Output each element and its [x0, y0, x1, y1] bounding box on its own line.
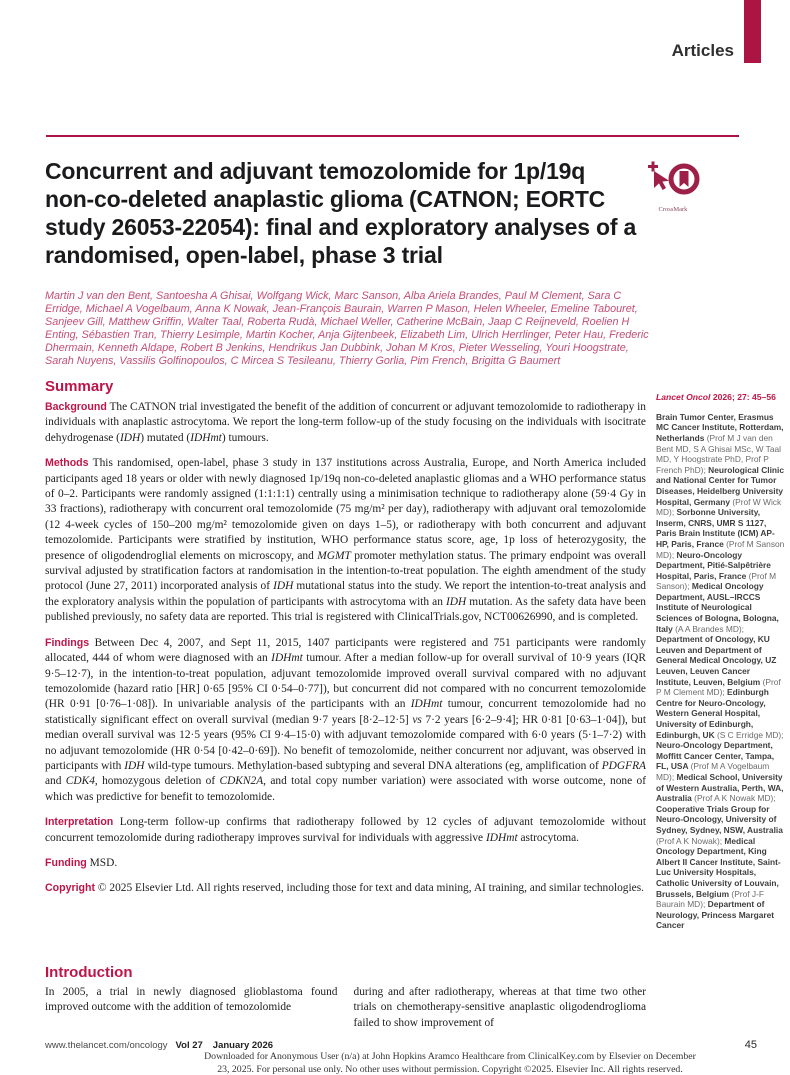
introduction-column-1: In 2005, a trial in newly diagnosed glioblastoma found improved outcome with the addition of temozolomide [45, 986, 338, 1014]
affiliations-text: Brain Tumor Center, Erasmus MC Cancer Institute, Rotterdam, Netherlands (Prof M J van den Bent MD, S A Ghisai MSc, W Taal MD, Y Hoogstrate PhD, Prof P French PhD); Neurological Clinic and National Center for Tumor Diseases, Heidelberg University Hospital, Germany (Prof W Wick MD); Sorbonne University, Inserm, CNRS, UMR S 1127, Paris Brain Institute (ICM) AP-HP, Paris, France (Prof M Sanson MD); Neuro-Oncology Department, Pitié-Salpêtrière Hospital, Paris, France (Prof M Sanson); Medical Oncology Department, AUSL–IRCCS Institute of Neurological Sciences of Bologna, Bologna, Italy (A A Brandes MD); Department of Oncology, KU Leuven and Department of General Medical Oncology, UZ Leuven, Leuven Cancer Institute, Leuven, Belgium (Prof P M Clement MD); Edinburgh Centre for Neuro-Oncology, Western General Hospital, University of Edinburgh, Edinburgh, UK (S C Erridge MD); Neuro-Oncology Department, Moffitt Cancer Center, Tampa, FL, USA (Prof M A Vogelbaum MD); Medical School, University of Western Australia, Perth, WA, Australia (Prof A K Nowak MD); Cooperative Trials Group for Neuro-Oncology, University of Sydney, Sydney, NSW, Australia (Prof A K Nowak); Medical Oncology Department, King Albert II Cancer Institute, Saint-Luc University Hospitals, Catholic University of Louvain, Brussels, Belgium (Prof J-F Baurain MD); Department of Neurology, Princess Margaret Cancer [656, 411, 785, 931]
summary-paragraph-copyright [45, 881, 646, 896]
copyright-label: Copyright [45, 882, 96, 895]
summary-paragraph-background [45, 400, 646, 446]
crossmark-label: CrossMark [658, 206, 688, 213]
journal-url[interactable]: www.thelancet.com/oncology [45, 1040, 168, 1051]
methods-label: Methods [45, 457, 89, 470]
introduction-column-2: during and after radiotherapy, whereas at that time two other trials on chemotherapy-sensitive anaplastic oligodendroglioma failed to show improvement of [353, 986, 646, 1029]
section-kicker: Articles [671, 41, 734, 60]
page-number: 45 [744, 1039, 757, 1051]
copyright-text: © 2025 Elsevier Ltd. All rights reserved, including those for text and data mining, AI training, and similar technologies. [97, 882, 645, 895]
funding-label: Funding [45, 856, 87, 869]
introduction-columns [45, 985, 646, 1031]
download-disclaimer-line-1: Downloaded for Anonymous User (n/a) at John Hopkins Aramco Healthcare from ClinicalKey.com by Elsevier on December [204, 1051, 696, 1062]
summary-section [45, 378, 646, 907]
background-label: Background [45, 401, 107, 413]
author-list: Martin J van den Bent, Santoesha A Ghisai, Wolfgang Wick, Marc Sanson, Alba Ariela Brandes, Paul M Clement, Sara C Erridge, Michael A Vogelbaum, Anna K Nowak, Jean-François Baurain, Warren P Mason, Helen Wheeler, Emeline Tabouret, Sanjeev Gill, Matthew Griffin, Walter Taal, Roberta Rudà, Michael Weller, Catherine McBain, Jaap C Reijneveld, Roelien H Enting, Sébastien Tran, Thierry Lesimple, Martin Kocher, Anja Gijtenbeek, Elizabeth Lim, Ulrich Herrlinger, Peter Hau, Frederic Dhermain, Kenneth Aldape, Robert B Jenkins, Hendrikus Jan Dubbink, Johan M Kros, Pieter Wesseling, Youri Hoogstrate, Sarah Nuyens, Vassilis Golfinopoulos, C Mircea S Tesileanu, Thierry Gorlia, Pim French, Brigitta G Baumert [45, 290, 649, 367]
footer-journal-line [45, 1040, 273, 1051]
download-disclaimer-line-2: 23, 2025. For personal use only. No other uses without permission. Copyright ©2025. Elsevier Inc. All rights reserved. [217, 1064, 683, 1075]
journal-citation: Lancet Oncol 2026; 27: 45–56 [656, 392, 776, 402]
issue-date: January 2026 [212, 1040, 274, 1051]
summary-paragraph-funding [45, 856, 646, 871]
crossmark-icon [645, 187, 701, 204]
introduction-heading: Introduction [45, 964, 133, 981]
crossmark-badge[interactable] [644, 160, 702, 213]
funding-text: MSD. [89, 856, 118, 869]
summary-heading: Summary [45, 378, 114, 395]
summary-paragraph-interpretation [45, 815, 646, 846]
top-rule [46, 135, 739, 137]
background-text: The CATNON trial investigated the benefit of the addition of concurrent or adjuvant temozolomide to radiotherapy in individuals with anaplastic astrocytoma. We report the long-term follow-up of the study focusing on the individuals with isocitrate dehydrogenase (IDH) mutated (IDHmt) tumours. [45, 401, 646, 444]
articles-red-bar [744, 0, 761, 63]
article-title: Concurrent and adjuvant temozolomide for 1p/19q non-co-deleted anaplastic glioma (CATNON; EORTC study 26053-22054): final and exploratory analyses of a randomised, open-label, phase 3 trial [45, 158, 637, 268]
affiliations-sidebar [656, 392, 787, 931]
findings-text: Between Dec 4, 2007, and Sept 11, 2015, 1407 participants were registered and 751 participants were randomly allocated, 444 of whom were diagnosed with an IDHmt tumour. After a median follow-up for overall survival of 10·9 years (IQR 9·5–12·7), in the intention-to-treat population, adjuvant temozolomide improved overall survival compared with no adjuvant temozolomide (hazard ratio [HR] 0·65 [95% CI 0·54–0·77]), but concurrent did not compared with no concurrent temozolomide (HR 0·91 [0·76–1·08]). In univariable analysis of the participants with an IDHmt tumour, concurrent temozolomide had no statistically significant effect on overall survival (median 9·7 years [8·2–12·5] vs 7·2 years [6·2–9·4]; HR 0·81 [0·63–1·04]), but median overall survival was 12·5 years (95% CI 9·4–15·0) with adjuvant temozolomide compared with 6·0 years (5·1–7·2) with no adjuvant temozolomide (HR 0·54 [0·42–0·69]). No benefit of temozolomide, neither concurrent nor adjuvant, was observed in participants with IDH wild-type tumours. Methylation-based subtyping and several DNA alterations (eg, amplification of PDGFRA and CDK4, homozygous deletion of CDKN2A, and total copy number variation) were associated with worse outcome, none of which was predictive for benefit to temozolomide. [45, 636, 647, 803]
methods-text: This randomised, open-label, phase 3 study in 137 institutions across Australia, Europe, and North America included participants aged 18 years or older with newly diagnosed 1p/19q non-co-deleted anaplastic gliomas and a WHO performance status of 0–2. Participants were randomly assigned (1:1:1:1) centrally using a minimisation technique to radiotherapy alone (59·4 Gy in 33 fractions), radiotherapy with concurrent oral temozolomide (75 mg/m² per day), radiotherapy with adjuvant oral temozolomide (12 4-week cycles of 150–200 mg/m² temozolomide given on days 1–5), or radiotherapy with both concurrent and adjuvant temozolomide. Participants were stratified by institution, WHO performance status score, age, 1p loss of heterozygosity, the presence of oligodendroglial elements on microscopy, and MGMT promoter methylation status. The primary endpoint was overall survival adjusted by stratification factors at randomisation in the intention-to-treat population. The eighth amendment of the study protocol (June 27, 2011) incorporated analysis of IDH mutational status into the study. We report the intention-to-treat analysis and the exploratory analysis within the population of participants with astrocytoma with an IDH mutation. As the safety data have been published previously, no safety data are reported. This trial is registered with ClinicalTrials.gov, NCT00626990, and is completed. [45, 457, 647, 624]
interpretation-label: Interpretation [45, 816, 114, 829]
interpretation-text: Long-term follow-up confirms that radiotherapy followed by 12 cycles of adjuvant temozolomide without concurrent temozolomide during radiotherapy improves survival for individuals with aggressive IDHmt astrocytoma. [45, 816, 646, 844]
findings-label: Findings [45, 636, 90, 649]
summary-paragraph-findings [45, 636, 646, 805]
summary-paragraph-methods [45, 456, 646, 625]
introduction-section [45, 964, 646, 1031]
volume-label: Vol 27 [175, 1040, 203, 1051]
